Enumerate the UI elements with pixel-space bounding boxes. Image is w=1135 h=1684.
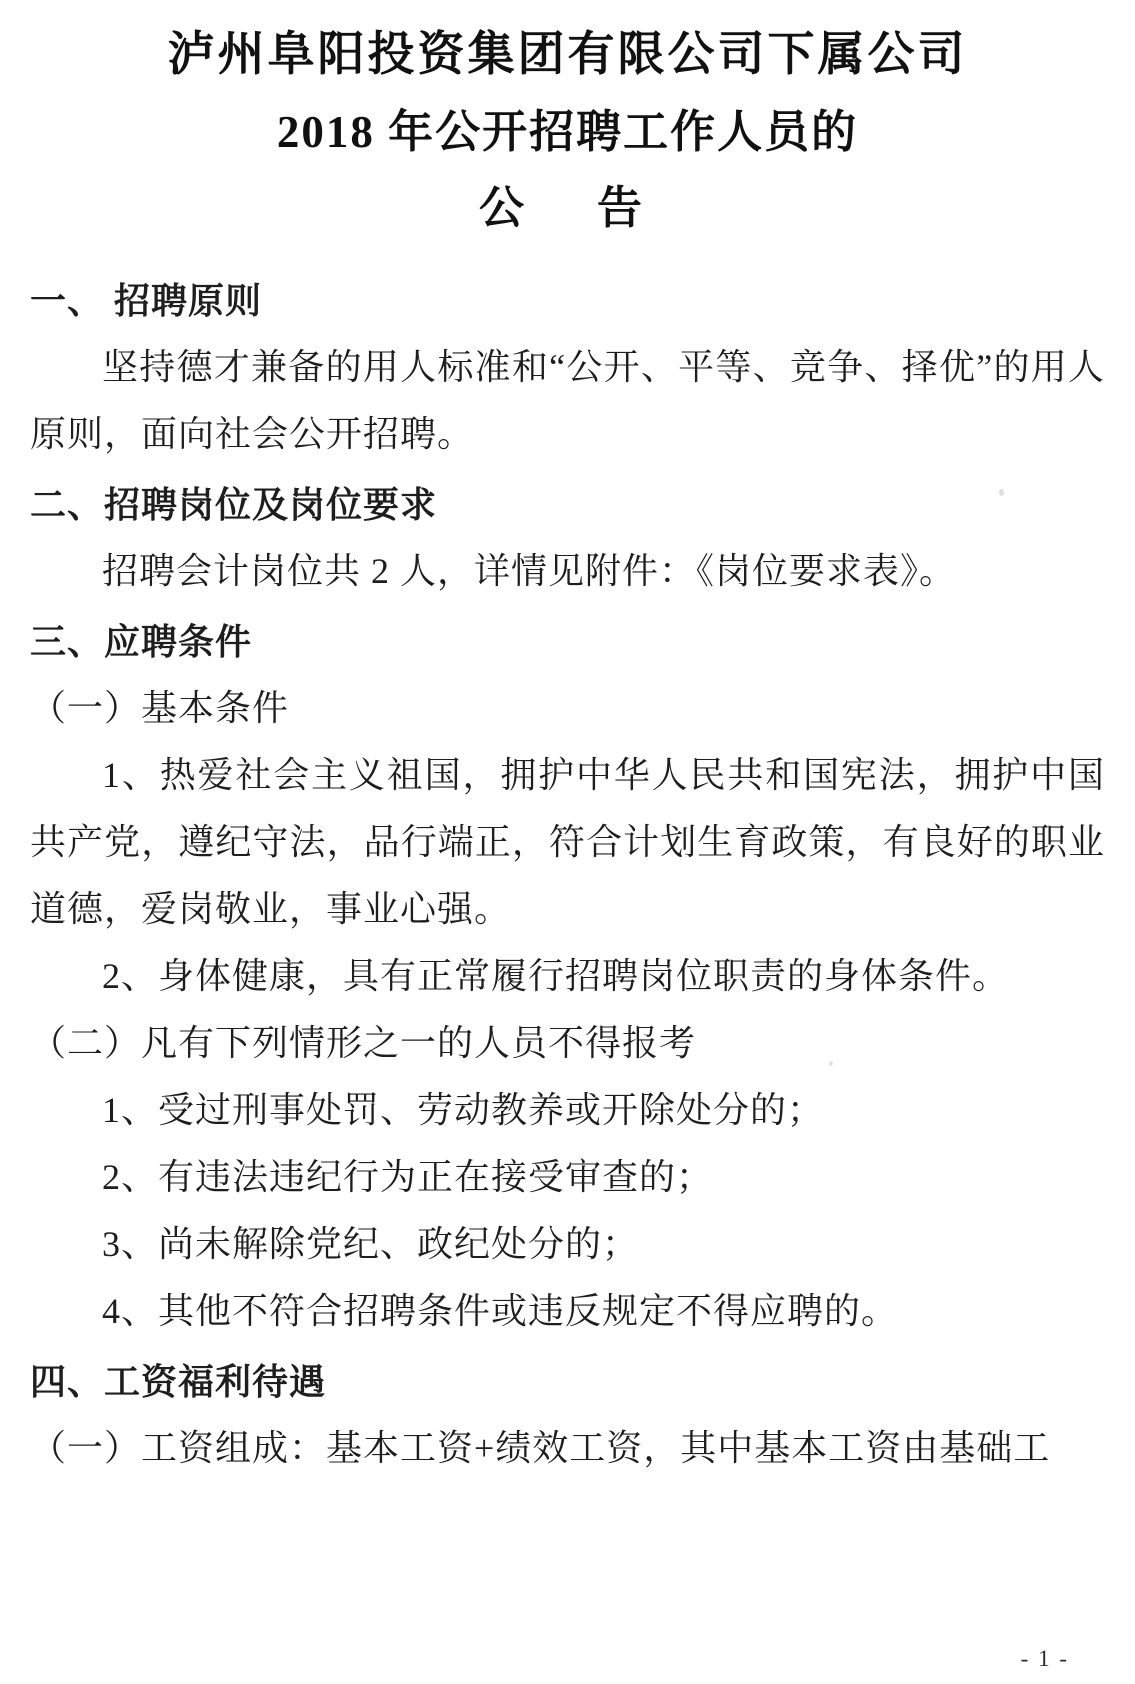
doc-title-line2: 2018 年公开招聘工作人员的 xyxy=(276,107,859,157)
section-3-sub-1-item-2: 2、身体健康，具有正常履行招聘岗位职责的身体条件。 xyxy=(102,956,1010,996)
section-3-sub-1: （一）基本条件 xyxy=(30,688,290,728)
section-2-heading: 二、招聘岗位及岗位要求 xyxy=(30,485,438,525)
section-4-sub-1: （一）工资组成：基本工资+绩效工资，其中基本工资由基础工 xyxy=(30,1428,1051,1468)
scan-artifact-speck xyxy=(829,1061,833,1066)
section-3-sub-2-item-4: 4、其他不符合招聘条件或违反规定不得应聘的。 xyxy=(102,1291,899,1331)
section-3-sub-2-item-2: 2、有违法违纪行为正在接受审查的； xyxy=(102,1157,714,1197)
section-3-sub-2: （二）凡有下列情形之一的人员不得报考 xyxy=(30,1023,697,1063)
doc-title-line3: 公 告 xyxy=(478,183,656,233)
section-3-heading: 三、应聘条件 xyxy=(30,622,253,662)
section-1-heading: 一、 招聘原则 xyxy=(30,281,263,321)
section-3-sub-2-item-3: 3、尚未解除党纪、政纪处分的； xyxy=(102,1224,640,1264)
page-number: - 1 - xyxy=(1020,1646,1069,1671)
section-2-paragraph: 招聘会计岗位共 2 人，详情见附件：《岗位要求表》。 xyxy=(102,551,957,591)
section-4-heading: 四、工资福利待遇 xyxy=(30,1362,327,1402)
scan-artifact-speck xyxy=(999,489,1004,496)
doc-title-line1: 泸州阜阳投资集团有限公司下属公司 xyxy=(167,29,968,81)
section-1-paragraph: 坚持德才兼备的用人标准和“公开、平等、竞争、择优”的用人原则，面向社会公开招聘。 xyxy=(30,347,1105,454)
section-3-sub-2-item-1: 1、受过刑事处罚、劳动教养或开除处分的； xyxy=(102,1090,825,1130)
section-3-sub-1-item-1: 1、热爱社会主义祖国，拥护中华人民共和国宪法，拥护中国共产党，遵纪守法，品行端正，符合计划生育政策，有良好的职业道德，爱岗敬业，事业心强。 xyxy=(30,755,1105,929)
